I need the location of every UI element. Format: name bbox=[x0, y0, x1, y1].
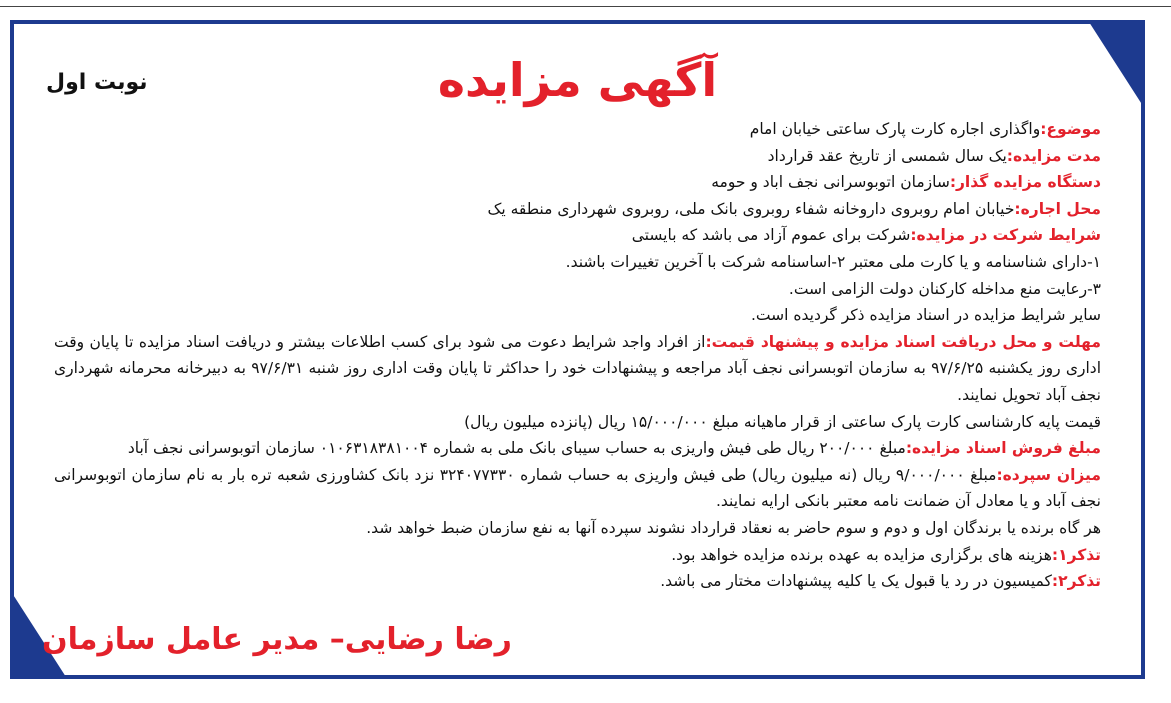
subject-text: واگذاری اجاره کارت پارک ساعتی خیابان امام bbox=[749, 120, 1041, 138]
doc-price-label: مبلغ فروش اسناد مزایده: bbox=[905, 439, 1101, 458]
subject-label: موضوع: bbox=[1040, 120, 1101, 138]
note2-label: تذکر۲: bbox=[1051, 572, 1101, 591]
note1-text: هزینه های برگزاری مزایده به عهده برنده مزایده خواهد بود. bbox=[671, 545, 1052, 564]
doc-price-line bbox=[54, 435, 1101, 462]
location-label: محل اجاره: bbox=[1014, 199, 1101, 218]
conditions-line bbox=[54, 222, 1101, 249]
organizer-line bbox=[54, 169, 1101, 196]
organizer-text: سازمان اتوبوسرانی نجف اباد و حومه bbox=[711, 173, 950, 192]
conditions-item-1: ۱-دارای شناسنامه و یا کارت ملی معتبر ۲-اساسنامه شرکت با آخرین تغییرات باشند. bbox=[565, 252, 1101, 271]
forfeit-line: هر گاه برنده یا برندگان اول و دوم و سوم حاضر به نعقاد قرارداد نشوند سپرده آنها به نفع سازمان ضبط خواهد شد. bbox=[366, 518, 1101, 537]
turn-label: نوبت اول bbox=[46, 70, 148, 95]
deposit-paragraph bbox=[54, 462, 1101, 515]
doc-price-text: مبلغ ۲۰۰/۰۰۰ ریال طی فیش واریزی به حساب سیبای بانک ملی به شماره ۰۱۰۶۳۱۸۳۸۱۰۰۴ سازمان اتوبوسرانی نجف آباد bbox=[127, 439, 906, 458]
ad-title: آگهی مزایده bbox=[437, 53, 718, 107]
conditions-item-3: سایر شرایط مزایده در اسناد مزایده ذکر گردیده است. bbox=[751, 306, 1101, 325]
conditions-label: شرایط شرکت در مزایده: bbox=[910, 226, 1101, 245]
deposit-text: مبلغ ۹/۰۰۰/۰۰۰ ریال (نه میلیون ریال) طی فیش واریزی به حساب شماره ۳۲۴۰۷۷۳۳۰ نزد بانک کشاورزی شعبه تره بار به نام سازمان اتوبوسرانی نجف آباد و یا معادل آن ضمانت نامه معتبر بانکی ارایه نمایند. bbox=[54, 465, 1101, 511]
deadline-text: از افراد واجد شرایط دعوت می شود برای کسب اطلاعات بیشتر و دریافت اسناد مزایده تا پایان وقت اداری روز یکشنبه ۹۷/۶/۲۵ به سازمان اتوبسرانی نجف آباد مراجعه و پیشنهادات خود را حداکثر تا پایان وقت اداری روز شنبه ۹۷/۶/۳۱ به دبیرخانه محرمانه شهرداری نجف آباد تحویل نمایند. bbox=[54, 332, 1102, 404]
subject-line bbox=[54, 116, 1101, 143]
location-text: خیابان امام روبروی داروخانه شفاء روبروی بانک ملی، روبروی شهرداری منطقه یک bbox=[487, 199, 1015, 218]
deposit-label: میزان سپرده: bbox=[996, 465, 1101, 484]
signature: رضا رضایی– مدیر عامل سازمان bbox=[42, 622, 512, 657]
duration-line bbox=[54, 143, 1101, 170]
ad-frame bbox=[10, 20, 1145, 679]
note2-line bbox=[54, 568, 1101, 595]
note1-label: تذکر۱: bbox=[1051, 545, 1101, 564]
base-price-line: قیمت پایه کارشناسی کارت پارک ساعتی از قرار ماهیانه مبلغ ۱۵/۰۰۰/۰۰۰ ریال (پانزده میلیون ریال) bbox=[464, 412, 1101, 431]
duration-label: مدت مزایده: bbox=[1006, 146, 1101, 165]
ad-body bbox=[54, 116, 1101, 595]
deadline-label: مهلت و محل دریافت اسناد مزایده و پیشنهاد قیمت: bbox=[705, 332, 1101, 351]
deadline-paragraph bbox=[54, 329, 1101, 409]
conditions-item-2: ۳-رعایت منع مداخله کارکنان دولت الزامی است. bbox=[788, 279, 1101, 298]
note2-text: کمیسیون در رد یا قبول یک یا کلیه پیشنهادات مختار می باشد. bbox=[660, 572, 1052, 591]
location-line bbox=[54, 196, 1101, 223]
duration-text: یک سال شمسی از تاریخ عقد قرارداد bbox=[767, 146, 1007, 165]
organizer-label: دستگاه مزایده گذار: bbox=[949, 173, 1101, 192]
conditions-text: شرکت برای عموم آزاد می باشد که بایستی bbox=[631, 226, 911, 245]
note1-line bbox=[54, 542, 1101, 569]
top-rule bbox=[0, 6, 1171, 7]
